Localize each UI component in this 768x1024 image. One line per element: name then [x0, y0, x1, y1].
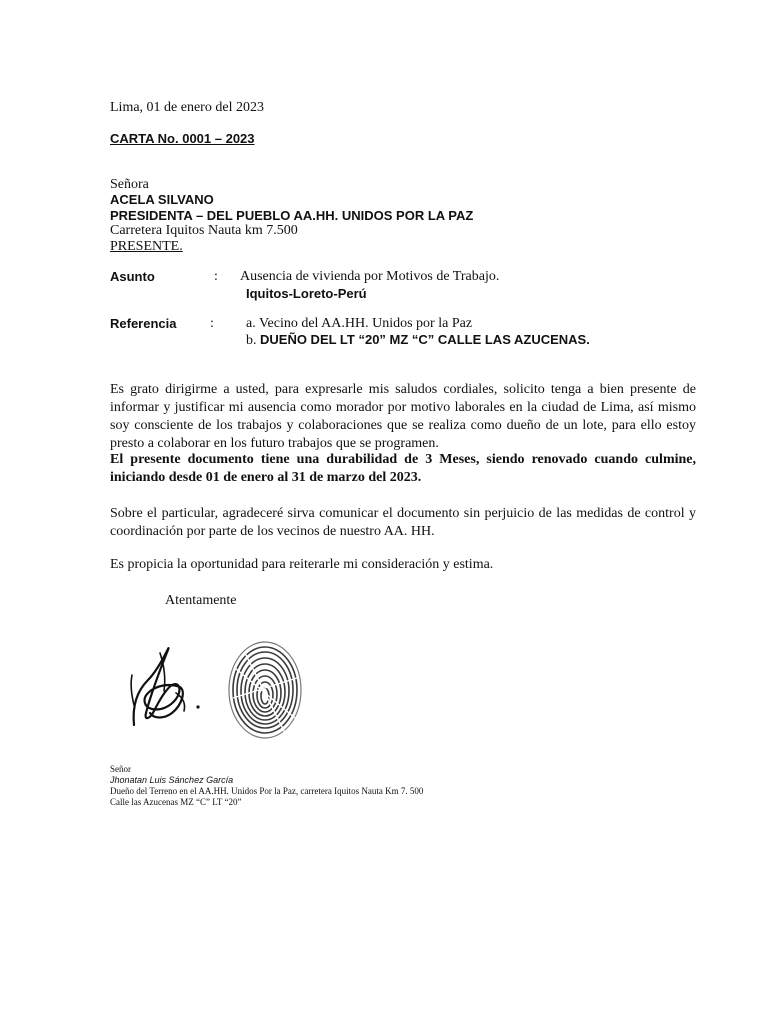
- referencia-item-a: a. Vecino del AA.HH. Unidos por la Paz: [246, 316, 473, 331]
- body-paragraph-3: Es propicia la oportunidad para reiterarle mi consideración y estima.: [110, 557, 494, 572]
- signer-name: Jhonatan Luis Sánchez García: [110, 775, 234, 785]
- body-paragraph-2: Sobre el particular, agradeceré sirva comunicar el documento sin perjuicio de las medidas de control y coordinación por parte de los vecinos de nuestro AA. HH.: [110, 506, 696, 539]
- referencia-item-b: [246, 332, 590, 349]
- fingerprint-image: [225, 638, 305, 743]
- place-date: Lima, 01 de enero del 2023: [110, 100, 264, 115]
- recipient-salutation: Señora: [110, 177, 149, 192]
- body-paragraph-1-bold: El presente documento tiene una durabilidad de 3 Meses, siendo renovado cuando culmine, iniciando desde 01 de enero al 31 de marzo del 2023.: [110, 452, 696, 485]
- letter-number: CARTA No. 0001 – 2023: [110, 131, 255, 146]
- body-paragraph-1: Es grato dirigirme a usted, para expresarle mis saludos cordiales, solicito tenga a bien presente de informar y justificar mi ausencia como morador por motivo laborales en la ciudad de Lima, así mismo soy consciente de los trabajos y colaboraciones que se realiza como dueño de un lote, para ello estoy presto a colaborar en los futuro trabajos que se programen.: [110, 382, 696, 451]
- signer-line-2: Calle las Azucenas MZ “C” LT “20”: [110, 797, 242, 807]
- asunto-label: Asunto: [110, 269, 155, 284]
- signer-line-1: Dueño del Terreno en el AA.HH. Unidos Por la Paz, carretera Iquitos Nauta Km 7. 500: [110, 786, 424, 796]
- closing-atentamente: Atentamente: [165, 593, 237, 608]
- referencia-item-b-prefix: b.: [246, 333, 260, 348]
- referencia-item-b-bold: DUEÑO DEL LT “20” MZ “C” CALLE LAS AZUCENAS.: [260, 332, 590, 347]
- recipient-name: ACELA SILVANO: [110, 192, 214, 207]
- recipient-address: Carretera Iquitos Nauta km 7.500: [110, 223, 298, 238]
- handwritten-signature: [120, 635, 210, 735]
- asunto-text: Ausencia de vivienda por Motivos de Trabajo.: [240, 269, 500, 284]
- referencia-label: Referencia: [110, 316, 177, 331]
- recipient-presente: PRESENTE.: [110, 239, 183, 254]
- asunto-colon: :: [214, 269, 218, 284]
- asunto-location: Iquitos-Loreto-Perú: [246, 286, 367, 301]
- referencia-colon: :: [210, 316, 214, 331]
- recipient-position: PRESIDENTA – DEL PUEBLO AA.HH. UNIDOS POR LA PAZ: [110, 208, 474, 223]
- signer-title: Señor: [110, 764, 131, 774]
